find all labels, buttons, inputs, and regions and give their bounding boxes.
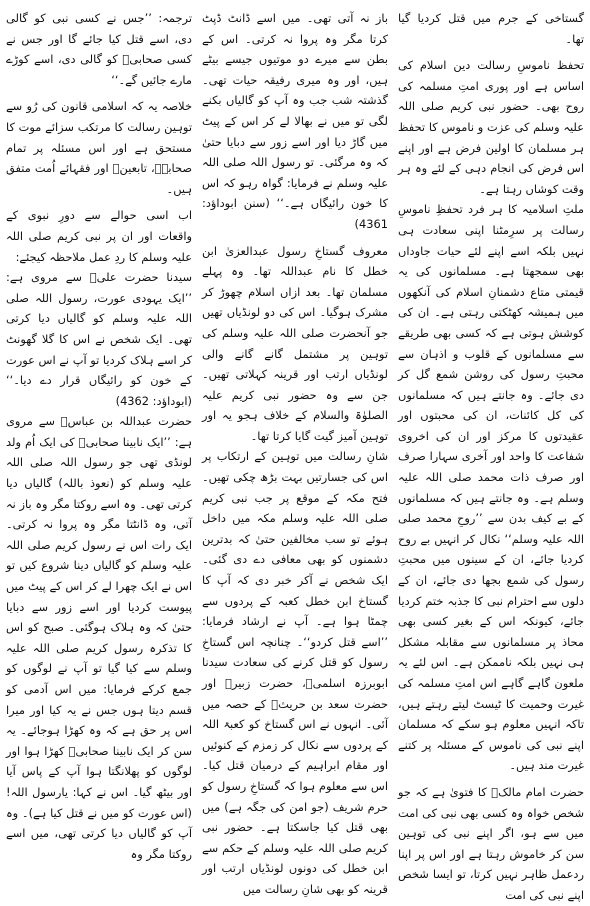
column-middle — [202, 8, 388, 896]
paragraph: حضرت امام مالکؒ کا فتویٰ ہے کہ جو شخص خواہ وہ کسی بھی نبی کی امت میں سے ہو، اگر اپنے نبی کی توہین سن کر خاموش رہتا ہے اور اس پر اپنا ردعمل ظاہر نہیں کرتا، تو ایسا شخص اپنے نبی کی امت — [398, 784, 584, 902]
paragraph: گستاخی کے جرم میں قتل کردیا گیا تھا۔ — [398, 11, 584, 46]
paragraph: شانِ رسالت میں توہین کے ارتکاب پر اس کی جسارتیں بہت بڑھ چکی تھیں۔ فتح مکہ کے موقع پر جب نبی کریم صلی اللہ علیہ وسلم مکہ میں داخل ہوئے تو سب مخالفین حتیٰ کہ بدترین دشمنوں کو بھی معافی دے دی گئی۔ ایک شخص نے آکر خبر دی کہ آپ کا گستاخ ابن خطل کعبہ کے پردوں سے چمٹا ہوا ہے۔ آپ نے ارشاد فرمایا: ’’اسے قتل کردو‘‘۔ چنانچہ اس گستاخِ رسول کو قتل کرنے کی سعادت سیدنا ابوبرزہ اسلمیؓ، حضرت زبیرؓ اور حضرت سعد بن حریثؓ کے حصہ میں آئی۔ انہوں نے اس گستاخ کو کعبۃ اللہ کے پردوں سے نکال کر زمزم کے کنوئیں اور مقام ابراہیم کے درمیان قتل کیا۔ اس سے معلوم ہوا کہ گستاخِ رسول کو حرم شریف (جو امن کی جگہ ہے) میں بھی قتل کیا جاسکتا ہے۔ حضور نبی کریم صلی اللہ علیہ وسلم کے حکم سے ابن خطل کی دونوں لونڈیاں ارتب اور قرینہ کو بھی شانِ رسالت میں — [202, 449, 388, 896]
column-right — [6, 8, 192, 861]
paragraph: معروف گستاخِ رسول عبدالعزیٰ ابن خطل کا نام عبداللہ تھا۔ وہ پہلے مسلمان تھا۔ بعد ازاں اسلام چھوڑ کر مشرک ہوگیا۔ اس کی دو لونڈیاں تھیں جو آنحضرت صلی اللہ علیہ وسلم کی توہین پر مشتمل گانے گانے والی لونڈیاں ارتب اور قرینہ کہلاتی تھیں۔ جن سے وہ حضور نبی کریم علیہ الصلوٰۃ والسلام کے خلاف ہجو یہ اور توہین آمیز گیت گایا کرتا تھا۔ — [202, 243, 388, 443]
paragraph: سیدنا حضرت علیؓ سے مروی ہے: ’’ایک یہودی عورت، رسول اللہ صلی اللہ علیہ وسلم کو گالیاں دیا کرتی تھی۔ ایک شخص نے اس کا گلا گھونٹ کر اسے ہلاک کردیا تو آپ نے اس عورت کے خون کو رائیگاں قرار دے دیا۔‘‘ (ابوداؤد: 4362) — [6, 270, 192, 408]
paragraph: اب اسی حوالے سے دورِ نبوی کے واقعات اور ان پر نبی کریم صلی اللہ علیہ وسلم کا ردِ عمل ملاحظہ کیجئے: — [6, 208, 192, 264]
paragraph: تحفظ ناموسِ رسالت دین اسلام کی اساس ہے اور پوری امتِ مسلمہ کی روح بھی۔ حضور نبی کریم صلی اللہ علیہ وسلم کی عزت و ناموس کا تحفظ ہر مسلمان کا اولین فرض ہے اور اپنے اس فرض کی انجام دہی کے لئے وہ ہر وقت کوشاں رہتا ہے۔ — [398, 58, 584, 196]
column-left — [398, 8, 584, 902]
paragraph: ملتِ اسلامیہ کا ہر فرد تحفظِ ناموسِ رسالت پر سرِمٹنا اپنی سعادت ہی نہیں بلکہ اسے اپنے لئے حیات جاوداں بھی سمجھتا ہے۔ مسلمانوں کی یہ قیمتی متاع دشمنانِ اسلام کی آنکھوں میں ہمیشہ کھٹکتی رہتی ہے۔ ان کی کوشش ہوتی ہے کہ کسی بھی طریقے سے مسلمانوں کے قلوب و اذہان سے محبتِ رسول کی روشن شمع گل کر دی جائے۔ وہ جانتے ہیں کہ مسلمانوں کی کل کائنات، ان کی محبتوں اور عقیدتوں کا مرکز اور ان کی اخروی شفاعت کا واحد اور آخری سہارا صرف اور صرف ذات محمد صلی اللہ علیہ وسلم ہے۔ وہ جانتے ہیں کہ مسلمانوں کے بے کیف بدن سے ’’روحِ محمد صلی اللہ علیہ وسلم‘‘ نکال کر انہیں بے روح کردیا جائے، ان کے سینوں میں محبتِ رسول کی شمع بجھا دی جائے، ان کے دلوں سے احترام نبی کا جذبہ ختم کردیا جائے، کیونکہ اس کے بغیر کسی بھی محاذ پر مسلمانوں سے مقابلہ مشکل ہی نہیں بلکہ ناممکن ہے۔ اس لئے یہ ملعون گاہے گاہے اس امتِ مسلمہ کی غیرت وحمیت کا ٹیسٹ لیتے رہتے ہیں، تاکہ انہیں معلوم ہو سکے کہ مسلمان اپنے نبی کی ناموس کے مسئلہ پر کتنے غیرت مند ہیں۔ — [398, 202, 584, 773]
paragraph: خلاصہ یہ کہ اسلامی قانون کی رُو سے توہین رسالت کا مرتکب سزائے موت کا مستحق ہے اور اس مسئلہ پر تمام صحابہؓ، تابعینؒ اور فقہائے اُمت متفق ہیں۔ — [6, 99, 192, 196]
paragraph: ترجمہ: ’’جس نے کسی نبی کو گالی دی، اسے قتل کیا جائے گا اور جس نے کسی صحابیؓ کو گالی دی، اسے کوڑے مارے جائیں گے۔‘‘ — [6, 11, 192, 87]
paragraph: باز نہ آتی تھی۔ میں اسے ڈانٹ ڈپٹ کرتا مگر وہ پروا نہ کرتی۔ اس کے بطن سے میرے دو موتیوں جیسے بیٹے ہیں، اور وہ میری رفیقہ حیات تھی۔ گذشتہ شب جب وہ آپ کو گالیاں بکنے لگی تو میں نے بھالا لے کر اس کے پیٹ میں گاڑ دیا اور اسے زور سے دبایا حتیٰ کہ وہ مرگئی۔ تو رسول اللہ صلی اللہ علیہ وسلم نے فرمایا: گواہ رہو کہ اس کا خون رائیگاں ہے۔‘‘ (سنن ابوداؤد: 4361) — [202, 11, 388, 231]
paragraph: حضرت عبداللہ بن عباسؓ سے مروی ہے: ’’ایک نابینا صحابیؓ کی ایک اُم ولد لونڈی تھی جو رسول اللہ صلی اللہ علیہ وسلم کو (نعوذ باللہ) گالیاں دیا کرتی تھی۔ وہ اسے روکتا مگر وہ باز نہ آتی، وہ ڈانٹتا مگر وہ پروا نہ کرتی۔ ایک رات اس نے رسول کریم صلی اللہ علیہ وسلم کو گالیاں دینا شروع کیں تو اس نے ایک چھرا لے کر اس کے پیٹ میں پیوست کردیا اور اسے زور سے دبایا حتیٰ کہ وہ ہلاک ہوگئی۔ صبح کو اس کا تذکرہ رسول کریم صلی اللہ علیہ وسلم سے کیا گیا تو آپ نے لوگوں کو جمع کرکے فرمایا: میں اس آدمی کو قسم دیتا ہوں جس نے یہ کیا اور میرا اس پر حق ہے کہ وہ کھڑا ہوجائے۔ یہ سن کر ایک نابینا صحابیؓ کھڑا ہوا اور لوگوں کو پھلانگتا ہوا آپ کے پاس آیا اور بیٹھ گیا۔ اس نے کہا: یارسول اللہ! (اس عورت کو میں نے قتل کیا ہے)۔ وہ آپ کو گالیاں دیا کرتی تھی، میں اسے روکتا مگر وہ — [6, 414, 192, 861]
